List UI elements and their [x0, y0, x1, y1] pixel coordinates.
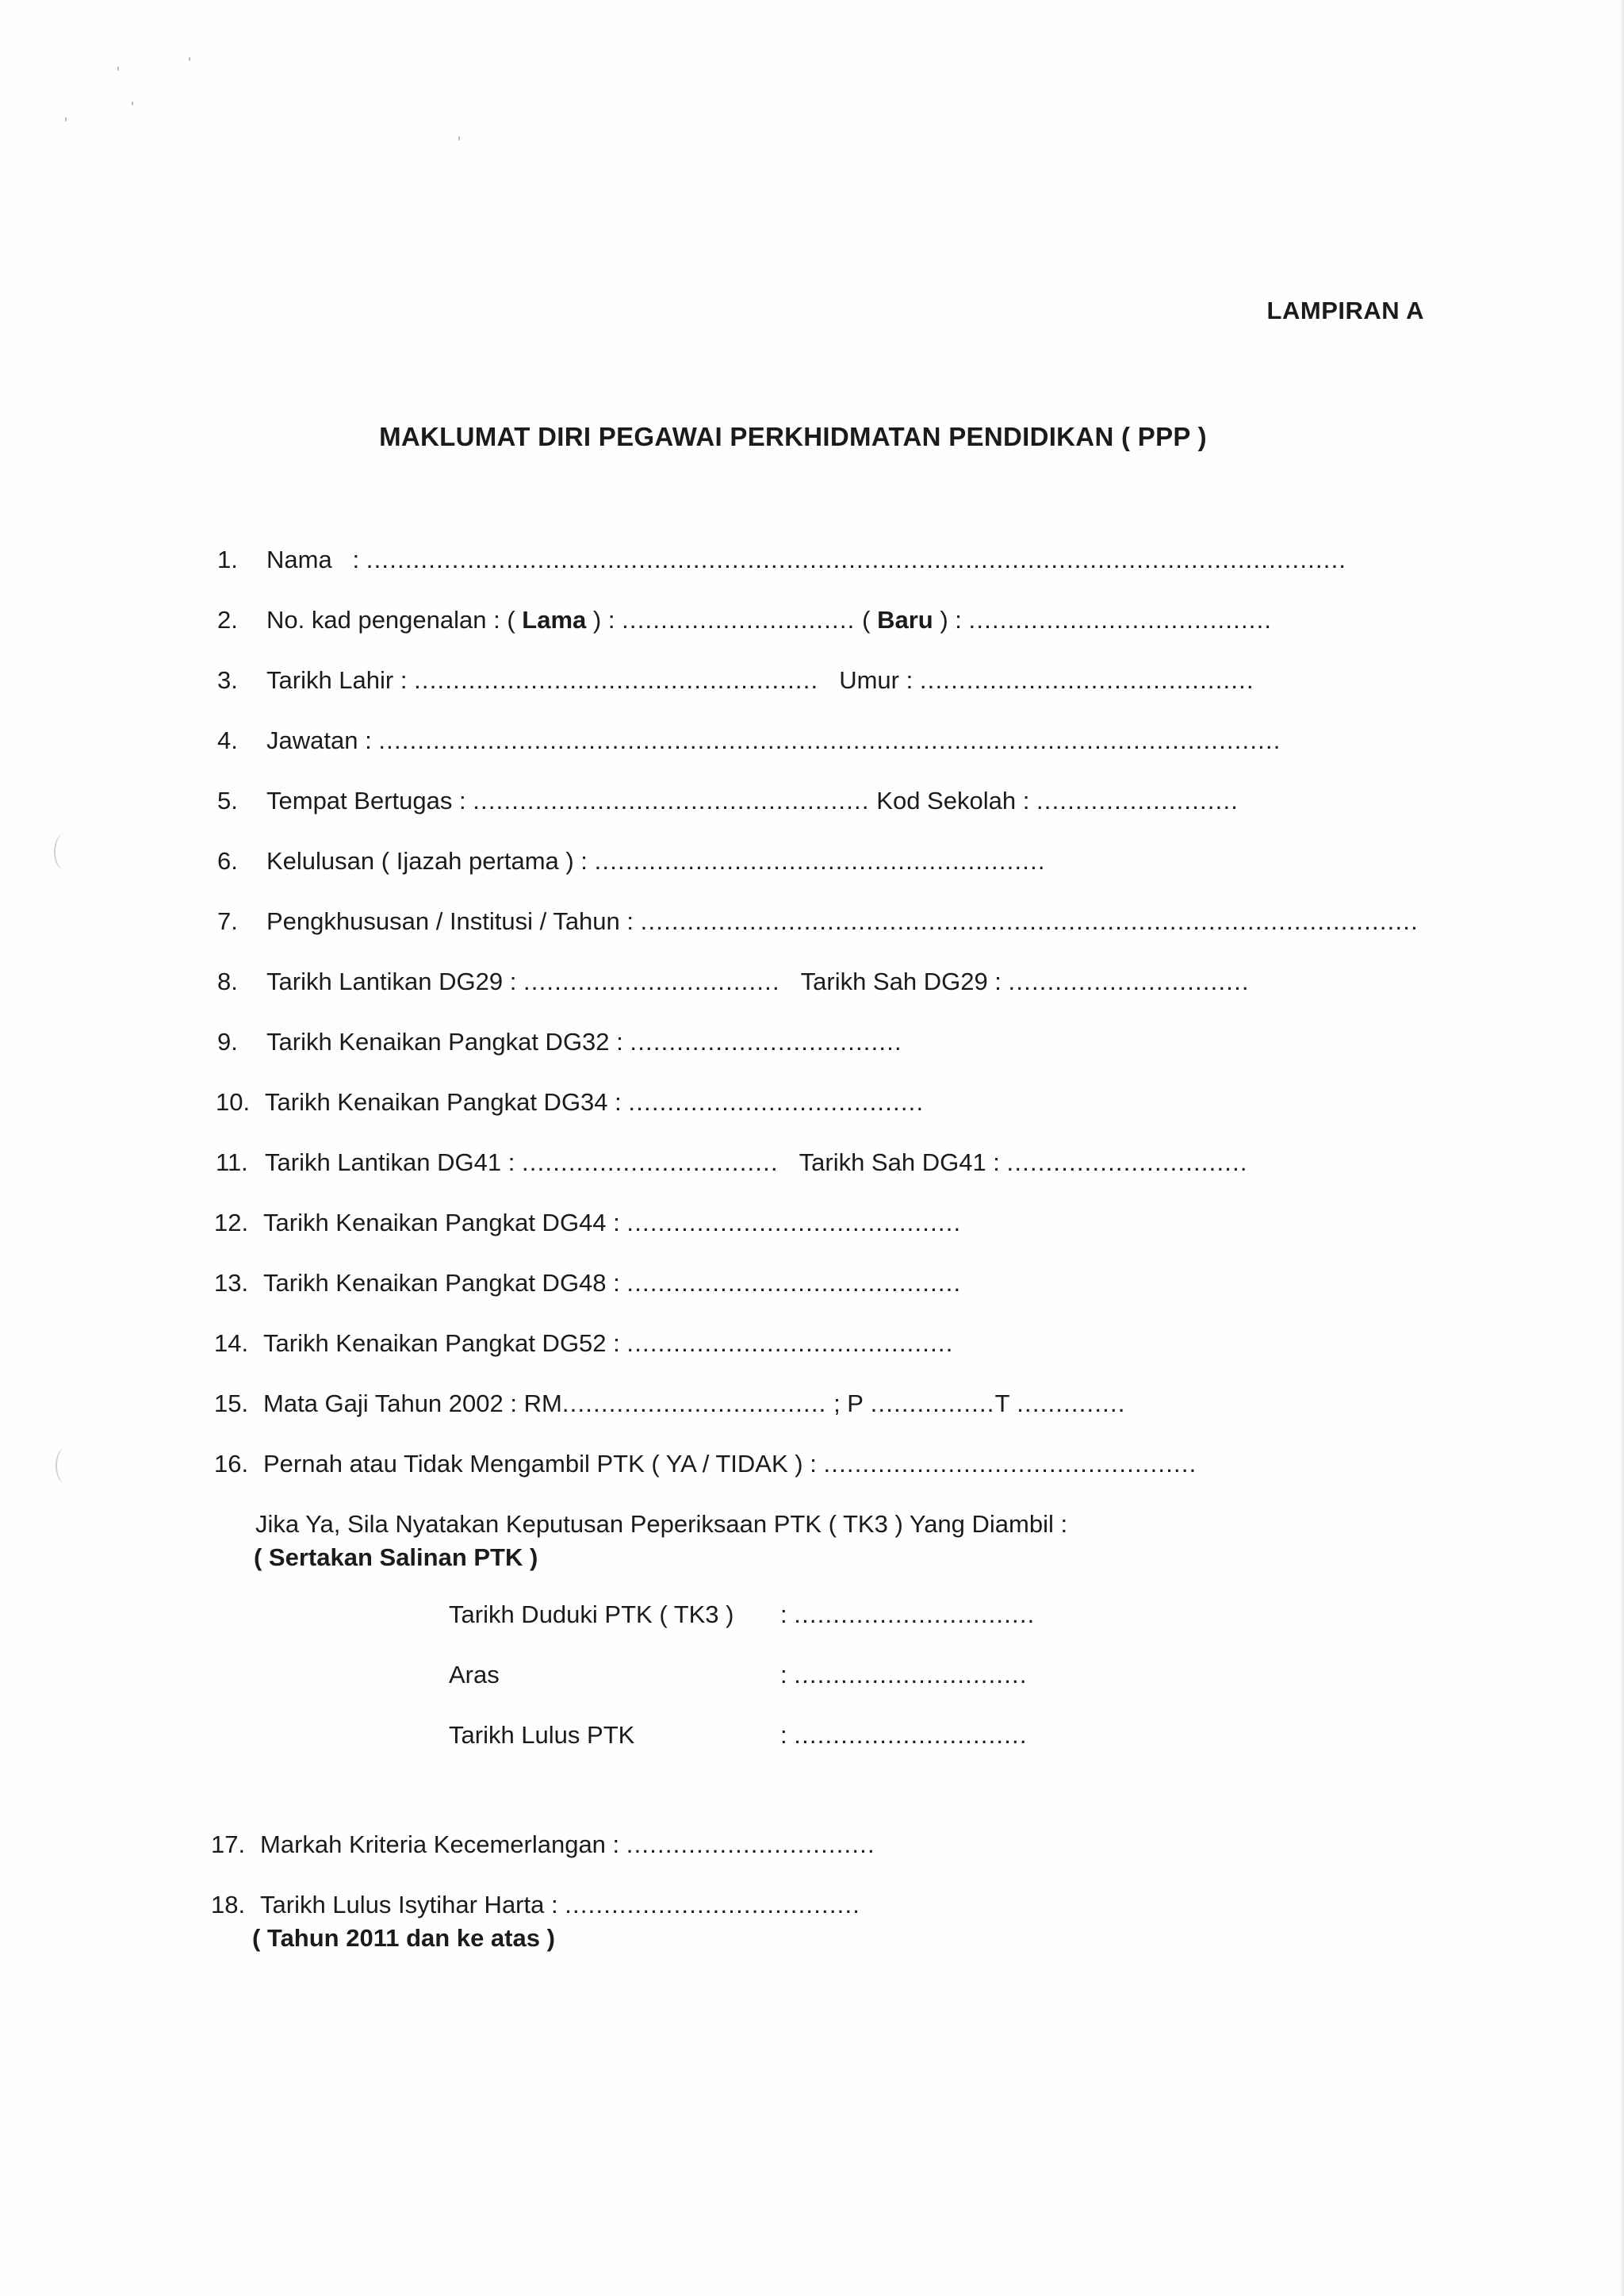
scan-speck — [458, 136, 460, 140]
field-number: 11. — [216, 1148, 248, 1176]
school-code-label: Kod Sekolah : — [876, 787, 1030, 815]
dg48-blank[interactable]: ........................................... — [626, 1269, 962, 1297]
field-tempat-bertugas — [217, 787, 1239, 815]
appendix-label: LAMPIRAN A — [1266, 297, 1424, 324]
field-dg48 — [214, 1269, 961, 1297]
field-label: Markah Kriteria Kecemerlangan : — [260, 1830, 620, 1858]
field-label: Tarikh Lantikan DG29 : — [266, 968, 517, 995]
school-code-blank[interactable]: .......................... — [1036, 787, 1239, 815]
field-number: 5. — [217, 787, 238, 815]
separator: : — [780, 1661, 787, 1688]
dg32-blank[interactable]: ................................... — [630, 1028, 902, 1056]
dg41-confirmation-blank[interactable]: ............................... — [1006, 1148, 1248, 1176]
separator: : — [780, 1600, 787, 1628]
field-number: 9. — [217, 1028, 238, 1056]
field-dg32 — [217, 1028, 902, 1056]
field-dg44 — [214, 1209, 961, 1237]
field-number: 1. — [217, 546, 238, 573]
fill-in-blank[interactable]: .............................................................................................................................. — [366, 546, 1347, 573]
field-number: 15. — [214, 1389, 249, 1417]
field-mata-gaji — [214, 1389, 1126, 1418]
salary-t-blank[interactable]: .............. — [1017, 1389, 1126, 1417]
ptk-sit-date-blank[interactable]: ............................... — [794, 1600, 1036, 1628]
field-label: Nama — [266, 546, 332, 573]
dg34-blank[interactable]: ...................................... — [628, 1088, 925, 1116]
field-label: Tarikh Kenaikan Pangkat DG34 : — [265, 1088, 622, 1116]
old-ic-blank[interactable]: .............................. — [622, 606, 856, 634]
field-date-of-birth — [217, 666, 1254, 695]
scan-edge-shadow — [1619, 0, 1624, 2296]
old-ic-label: Lama — [522, 606, 587, 634]
field-label: ( — [862, 606, 871, 634]
scan-speck — [65, 117, 67, 121]
field-dg29 — [217, 968, 1250, 996]
field-number: 17. — [211, 1830, 246, 1858]
field-pengkhususan — [217, 907, 1419, 936]
dg52-blank[interactable]: .......................................... — [626, 1329, 954, 1357]
field-label: Tarikh Kenaikan Pangkat DG48 : — [263, 1269, 620, 1297]
field-dg52 — [214, 1329, 954, 1358]
dg44-blank[interactable]: ........................................... — [626, 1209, 962, 1236]
punch-hole-mark — [54, 834, 73, 869]
workplace-blank[interactable]: ................................................... — [473, 787, 870, 815]
field-number: 8. — [217, 968, 238, 995]
field-jawatan — [217, 726, 1281, 755]
salary-p-label: ; P — [833, 1389, 864, 1417]
field-number: 10. — [216, 1088, 251, 1116]
ptk-attach-note: ( Sertakan Salinan PTK ) — [254, 1543, 538, 1571]
field-label: Pernah atau Tidak Mengambil PTK ( YA / TIDAK ) : — [263, 1450, 817, 1478]
field-label: Kelulusan ( Ijazah pertama ) : — [266, 847, 588, 875]
ptk-pass-date-label: Tarikh Lulus PTK — [449, 1721, 635, 1749]
scan-speck — [117, 67, 119, 71]
age-blank[interactable]: ........................................... — [919, 666, 1254, 694]
field-label: No. kad pengenalan : ( — [266, 606, 515, 634]
specialization-blank[interactable]: .................................................................................................... — [640, 907, 1419, 935]
form-title: MAKLUMAT DIRI PEGAWAI PERKHIDMATAN PENDIDIKAN ( PPP ) — [379, 422, 1207, 451]
field-label: Tarikh Kenaikan Pangkat DG52 : — [263, 1329, 620, 1357]
ptk-sit-date-row — [449, 1600, 1035, 1629]
field-number: 18. — [211, 1891, 246, 1918]
dg29-appointment-blank[interactable]: ................................. — [523, 968, 780, 995]
field-label: Tarikh Lahir : — [266, 666, 408, 694]
field-label: Tarikh Lantikan DG41 : — [265, 1148, 515, 1176]
dob-blank[interactable]: .................................................... — [414, 666, 819, 694]
salary-t-label: T — [994, 1389, 1010, 1417]
asset-declaration-blank[interactable]: ...................................... — [565, 1891, 861, 1918]
separator: : — [352, 546, 360, 573]
field-number: 7. — [217, 907, 238, 935]
new-ic-blank[interactable]: ....................................... — [968, 606, 1273, 634]
field-dg41 — [216, 1148, 1248, 1177]
field-ptk — [214, 1450, 1197, 1478]
field-label: Tempat Bertugas : — [266, 787, 466, 815]
position-blank[interactable]: .................................................................................................................... — [378, 726, 1281, 754]
scan-speck — [132, 102, 133, 105]
field-label: ) : — [940, 606, 962, 634]
punch-hole-mark — [56, 1448, 75, 1483]
field-label: Tarikh Kenaikan Pangkat DG44 : — [263, 1209, 620, 1236]
field-nama — [217, 546, 1346, 574]
new-ic-label: Baru — [877, 606, 933, 634]
ptk-instruction: Jika Ya, Sila Nyatakan Keputusan Peperiksaan PTK ( TK3 ) Yang Diambil : — [255, 1510, 1068, 1538]
dg29-confirmation-label: Tarikh Sah DG29 : — [800, 968, 1002, 995]
field-number: 4. — [217, 726, 238, 754]
asset-declaration-note: ( Tahun 2011 dan ke atas ) — [252, 1924, 555, 1952]
field-label: Tarikh Lulus Isytihar Harta : — [260, 1891, 558, 1918]
field-label: Jawatan : — [266, 726, 372, 754]
field-label: ) : — [592, 606, 615, 634]
dg29-confirmation-blank[interactable]: ............................... — [1008, 968, 1250, 995]
field-label: Pengkhususan / Institusi / Tahun : — [266, 907, 634, 935]
scan-speck — [189, 57, 190, 61]
ptk-level-row — [449, 1661, 1028, 1689]
salary-p-blank[interactable]: ................ — [870, 1389, 995, 1417]
field-number: 14. — [214, 1329, 249, 1357]
separator: : — [780, 1721, 787, 1749]
field-number: 2. — [217, 606, 238, 634]
field-number: 3. — [217, 666, 238, 694]
salary-rm-blank[interactable]: .................................. — [561, 1389, 827, 1417]
field-dg34 — [216, 1088, 924, 1117]
ptk-sit-date-label: Tarikh Duduki PTK ( TK3 ) — [449, 1600, 734, 1628]
dg41-confirmation-label: Tarikh Sah DG41 : — [799, 1148, 1000, 1176]
field-label: Mata Gaji Tahun 2002 : RM — [263, 1389, 562, 1417]
qualification-blank[interactable]: .......................................................... — [594, 847, 1046, 875]
ptk-pass-date-row — [449, 1721, 1028, 1750]
field-isytihar-harta — [211, 1891, 860, 1919]
field-ic-number — [217, 606, 1272, 634]
field-number: 12. — [214, 1209, 249, 1236]
field-number: 16. — [214, 1450, 249, 1478]
dg41-appointment-blank[interactable]: ................................. — [521, 1148, 779, 1176]
field-label: Tarikh Kenaikan Pangkat DG32 : — [266, 1028, 623, 1056]
age-label: Umur : — [839, 666, 914, 694]
ptk-blank[interactable]: ................................................ — [823, 1450, 1197, 1478]
ptk-pass-date-blank[interactable]: .............................. — [794, 1721, 1028, 1749]
field-number: 6. — [217, 847, 238, 875]
field-markah-kriteria — [211, 1830, 875, 1859]
ptk-level-label: Aras — [449, 1661, 500, 1688]
field-kelulusan — [217, 847, 1046, 876]
field-number: 13. — [214, 1269, 249, 1297]
ptk-level-blank[interactable]: .............................. — [794, 1661, 1028, 1688]
excellence-score-blank[interactable]: ................................ — [626, 1830, 875, 1858]
